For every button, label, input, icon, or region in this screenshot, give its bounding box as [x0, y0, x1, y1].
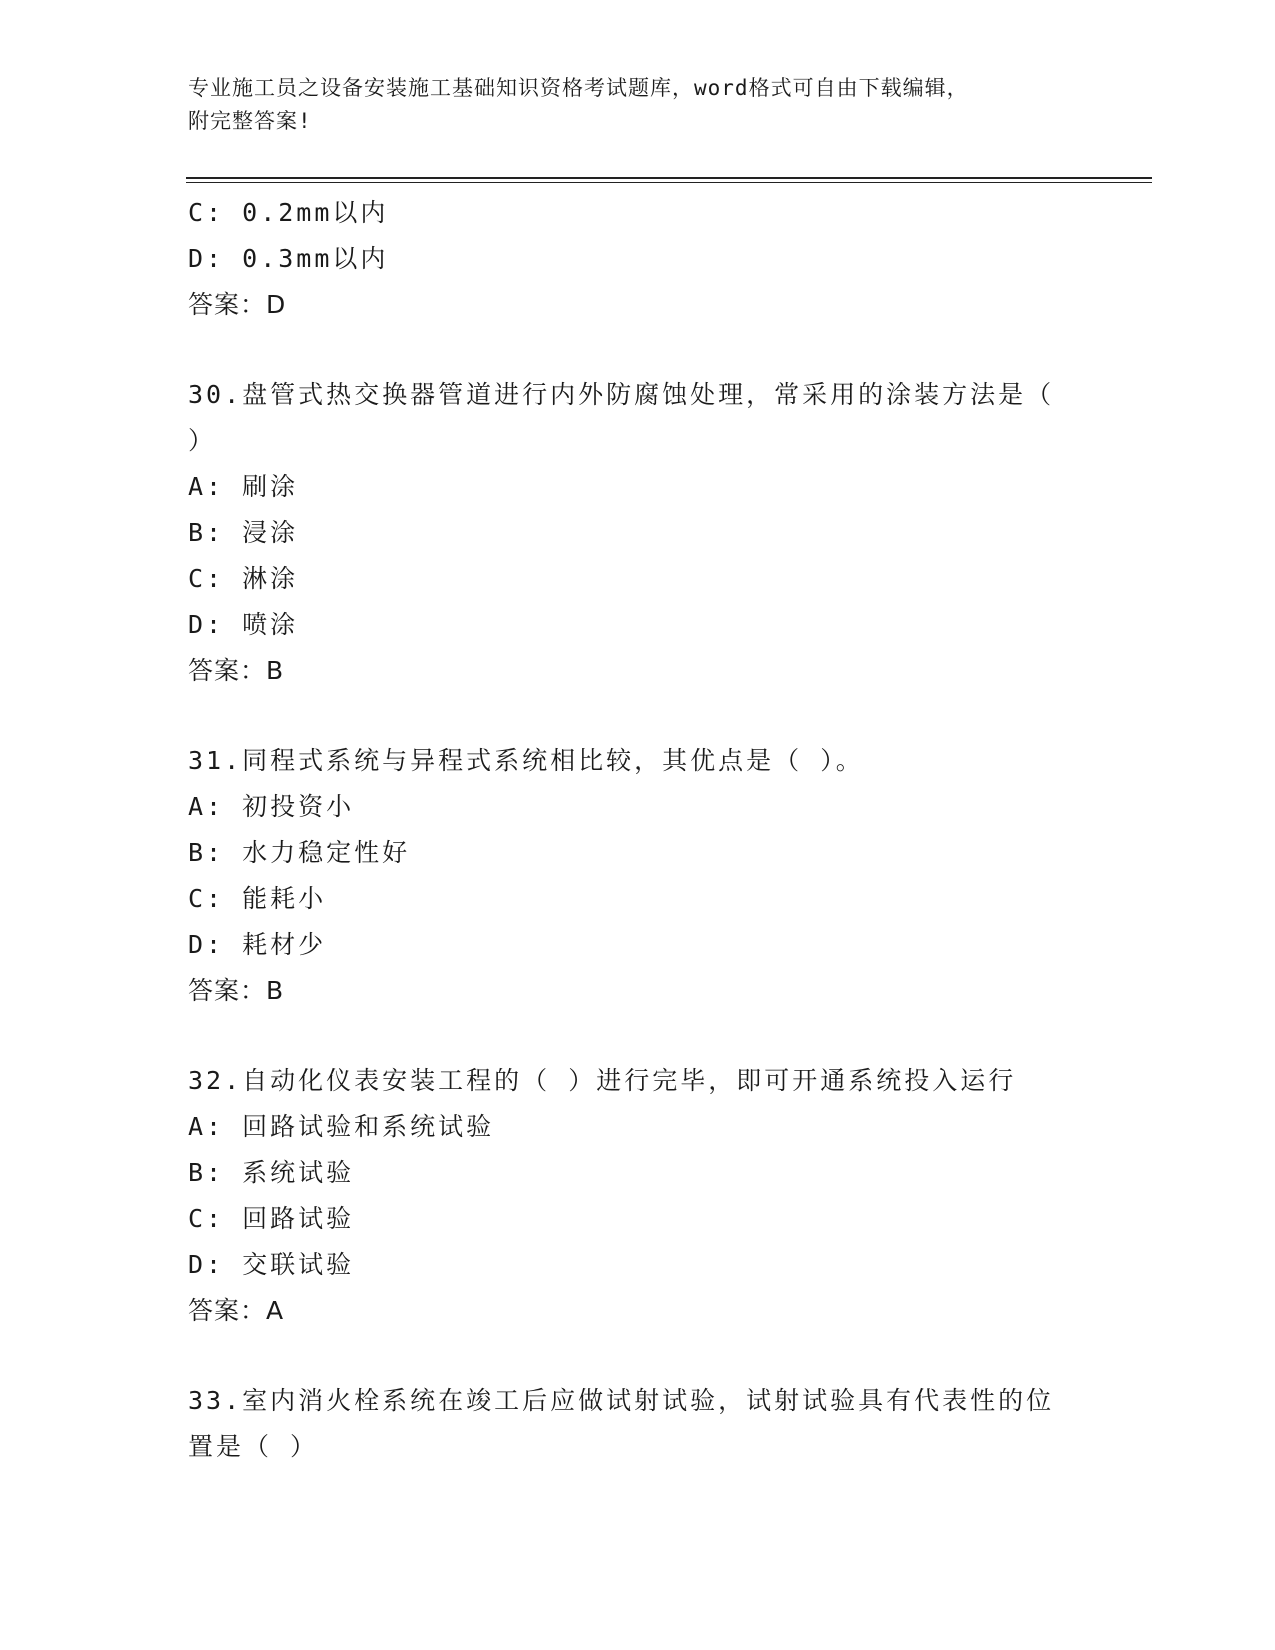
question-block-31 [188, 738, 1118, 1014]
answer-line: 答案：B [188, 656, 285, 685]
spacer [188, 1334, 1118, 1378]
question-stem: 33.室内消火栓系统在竣工后应做试射试验，试射试验具有代表性的位 [188, 1386, 1055, 1415]
spacer [188, 328, 1118, 372]
option-d: D: 喷涂 [188, 610, 299, 639]
question-block-32 [188, 1058, 1118, 1334]
header-line-1: 专业施工员之设备安装施工基础知识资格考试题库，word格式可自由下载编辑， [188, 76, 969, 100]
question-block-30 [188, 372, 1118, 694]
spacer [188, 1014, 1118, 1058]
question-block-33 [188, 1378, 1118, 1470]
option-c: C: 回路试验 [188, 1204, 355, 1233]
document-header [188, 72, 1068, 138]
header-rule-thick [186, 177, 1152, 179]
answer-line: 答案：B [188, 976, 285, 1005]
answer-line: 答案：D [188, 290, 287, 319]
option-c: C: 0.2mm以内 [188, 198, 389, 227]
header-rule-thin [186, 182, 1152, 183]
option-d: D: 交联试验 [188, 1250, 355, 1279]
question-block-prev [188, 190, 1118, 328]
option-a: A: 刷涂 [188, 472, 299, 501]
question-stem-continued: 置是（ ） [188, 1432, 319, 1461]
option-b: B: 浸涂 [188, 518, 299, 547]
question-stem: 31.同程式系统与异程式系统相比较，其优点是（ ）。 [188, 746, 864, 775]
spacer [188, 694, 1118, 738]
option-d: D: 0.3mm以内 [188, 244, 389, 273]
question-list [188, 190, 1118, 1470]
answer-line: 答案：A [188, 1296, 285, 1325]
option-a: A: 回路试验和系统试验 [188, 1112, 495, 1141]
option-b: B: 系统试验 [188, 1158, 355, 1187]
option-c: C: 能耗小 [188, 884, 327, 913]
header-line-2: 附完整答案! [188, 109, 312, 133]
option-d: D: 耗材少 [188, 930, 327, 959]
question-stem: 30.盘管式热交换器管道进行内外防腐蚀处理，常采用的涂装方法是（ [188, 380, 1055, 409]
question-stem: 32.自动化仪表安装工程的（ ）进行完毕，即可开通系统投入运行 [188, 1066, 1017, 1095]
option-b: B: 水力稳定性好 [188, 838, 411, 867]
option-c: C: 淋涂 [188, 564, 299, 593]
question-stem-continued: ） [188, 426, 217, 455]
option-a: A: 初投资小 [188, 792, 355, 821]
